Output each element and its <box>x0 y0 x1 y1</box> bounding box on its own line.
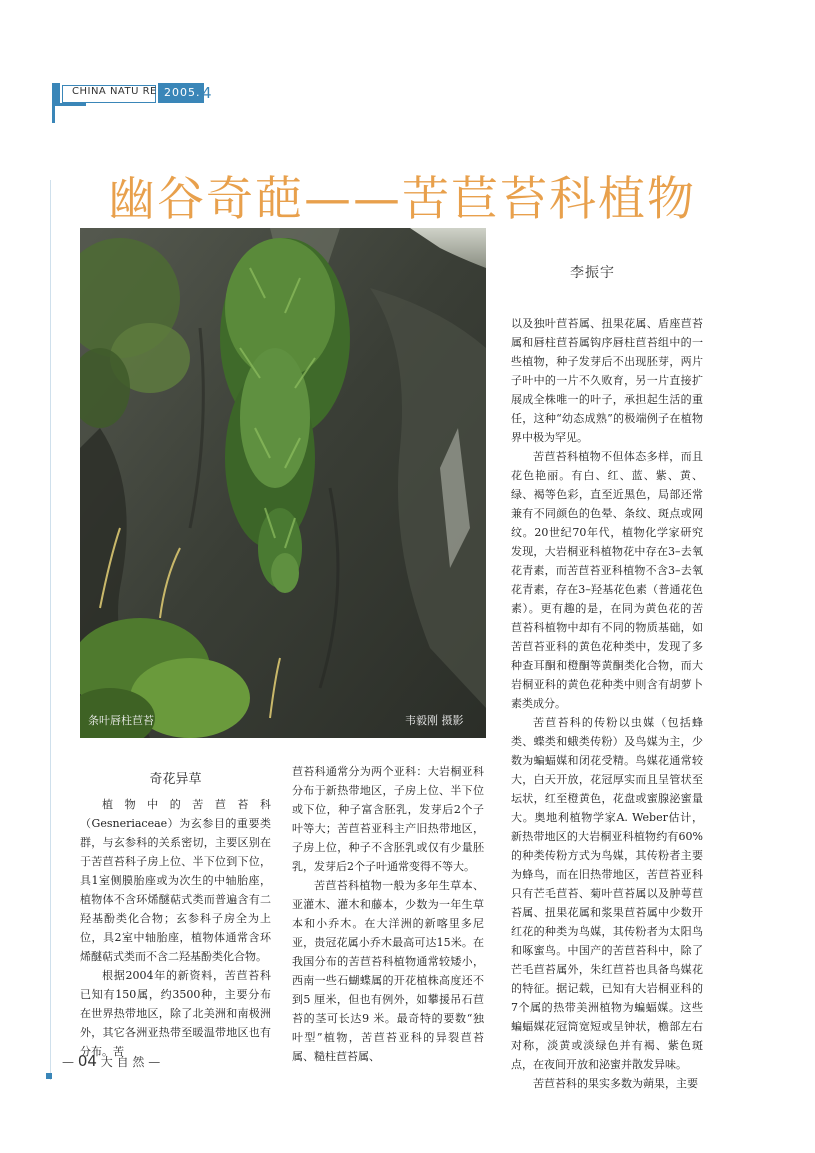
article-photo <box>80 228 486 738</box>
masthead-magazine-name: CHINA NATU RE <box>72 86 157 97</box>
footer-dash: — <box>62 1055 74 1069</box>
page-footer <box>62 1052 160 1070</box>
photo-credit: 韦毅刚 摄影 <box>405 714 464 727</box>
article-title: 幽谷奇葩——苦苣苔科植物 <box>108 172 696 227</box>
page-number: 04 <box>77 1052 97 1070</box>
paragraph: 苣苔科通常分为两个亚科：大岩桐亚科分布于新热带地区，子房上位、半下位或下位，种子富含胚乳，发芽后2个子叶等大；苦苣苔亚科主产旧热带地区，子房上位，种子不含胚乳或仅有少量胚乳，发芽后2个子叶通常变得不等大。 <box>292 765 484 873</box>
paragraph: 苦苣苔科植物一般为多年生草本、亚灌木、灌木和藤本，少数为一年生草本和小乔木。在大洋洲的新喀里多尼亚，贵冠花属小乔木最高可达15米。在我国分布的苦苣苔科植物通常较矮小，西南一些石蝴蝶属的开花植株高度还不到5 厘米，但也有例外，如攀援吊石苣苔的茎可长达9 米。最奇特的要数“独叶型”植物，苦苣苔亚科的异裂苣苔属、糙柱苣苔属、 <box>292 879 484 1063</box>
text-column-left <box>80 795 271 1061</box>
masthead-year: 2005. <box>158 83 204 103</box>
paragraph: 根据2004年的新资料，苦苣苔科已知有150属，约3500种，主要分布在世界热带地区，除了北美洲和南极洲外，其它各洲亚热带至暖温带地区也有分布。苦 <box>80 969 271 1058</box>
paragraph: 植物中的苦苣苔科（Gesneriaceae）为玄参目的重要类群，与玄参科的关系密切，主要区别在于苦苣苔科子房上位、半下位到下位，具1室侧膜胎座或为次生的中轴胎座，植物体不含环烯醚萜式类而普遍含有二羟基酚类化合物；玄参科子房全为上位，具2室中轴胎座，植物体通常含环烯醚萜式类而不含二羟基酚类化合物。 <box>80 798 271 963</box>
masthead-issue: 4 <box>202 84 212 102</box>
author-name: 李振宇 <box>570 265 615 281</box>
masthead-accent-bar <box>52 83 60 103</box>
cliff-plant-illustration <box>80 228 486 738</box>
corner-rule-vertical <box>52 103 55 123</box>
photo-caption: 条叶唇柱苣苔 <box>88 714 154 727</box>
paragraph: 以及独叶苣苔属、扭果花属、盾座苣苔属和唇柱苣苔属钩序唇柱苣苔组中的一些植物，种子发芽后不出现胚芽，两片子叶中的一片不久败育，另一片直接扩展成全株唯一的叶子，承担起生活的重任，这种“幼态成熟”的极端例子在植物界中极为罕见。 <box>511 317 703 444</box>
text-column-middle <box>292 762 484 1066</box>
footer-magazine-name: 大 自 然 <box>100 1055 145 1069</box>
paragraph: 苦苣苔科植物不但体态多样，而且花色艳丽。有白、红、蓝、紫、黄、绿、褐等色彩，直至近黑色，局部还常兼有不同颜色的色晕、条纹、斑点或网纹。20世纪70年代，植物化学家研究发现，大岩桐亚科植物花中存在3–去氧花青素，而苦苣苔亚科植物不含3–去氧花青素，存在3–羟基花色素（普通花色素）。更有趣的是，在同为黄色花的苦苣苔科植物中却有不同的物质基础，如苦苣苔亚科的黄色花种类中，发现了多种查耳酮和橙酮等黄酮类化合物，而大岩桐亚科的黄色花种类中则含有胡萝卜素类成分。 <box>511 450 703 710</box>
corner-rule-horizontal <box>52 103 86 106</box>
section-heading: 奇花异草 <box>149 772 202 787</box>
paragraph: 苦苣苔科的果实多数为蒴果，主要 <box>533 1077 698 1090</box>
left-margin-rule <box>50 180 51 1080</box>
footer-dash: — <box>148 1055 161 1069</box>
text-column-right <box>511 314 703 1093</box>
left-margin-marker <box>46 1073 52 1079</box>
paragraph: 苦苣苔科的传粉以虫媒（包括蜂类、蝶类和蛾类传粉）及鸟媒为主，少数为蝙蝠媒和闭花受精。鸟媒花通常较大，白天开放，花冠厚实而且呈管状至坛状，红至橙黄色，花盘或蜜腺泌蜜量大。奥地利植物学家A. Weber估计，新热带地区的大岩桐亚科植物约有60%的种类传粉方式为鸟媒，其传粉者主要为蜂鸟，而在旧热带地区，苦苣苔亚科只有芒毛苣苔、菊叶苣苔属以及肿萼苣苔属、扭果花属和浆果苣苔属中少数开红花的种类为鸟媒，其传粉者为太阳鸟和啄蜜鸟。中国产的苦苣苔科中，除了芒毛苣苔属外，朱红苣苔也具备鸟媒花的特征。据记载，已知有大岩桐亚科的7个属的热带美洲植物为蝙蝠媒。这些蝙蝠媒花冠筒宽短或呈钟状，檐部左右对称，淡黄或淡绿色并有褐、紫色斑点，在夜间开放和泌蜜并散发异味。 <box>511 716 703 1071</box>
